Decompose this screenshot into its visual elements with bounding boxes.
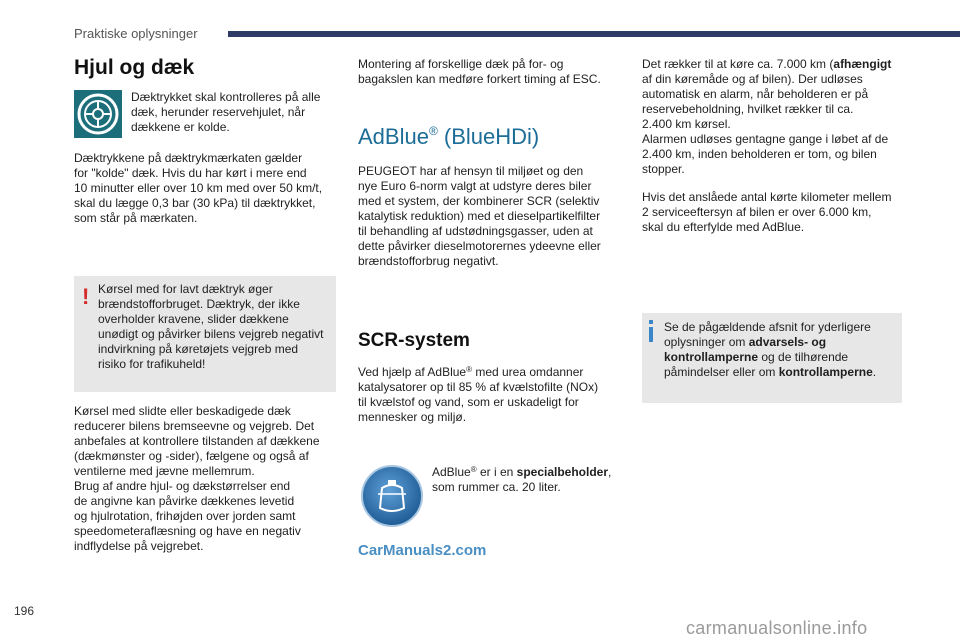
info-icon <box>648 320 654 342</box>
tire-icon <box>74 90 122 138</box>
warning-text: Kørsel med for lavt dæktryk øger brændstofforbruget. Dæktryk, der ikke overholder kravene, slider dækkene unødigt og påvirker bilens vejgreb negativt indvirkning på køretøjets vejgreb med risiko for trafikuheld! <box>98 282 324 371</box>
paragraph-range: Det rækker til at køre ca. 7.000 km (afhængigt af din køremåde og af bilen). Der udløses automatisk en alarm, når beholderen er på reservebeholdning, hvilket rækker til ca. 2.400 km kørsel. Alarmen udløses gentagne gange i løbet af de 2.400 km, inden beholderen er tom, og bilen stopper. <box>642 57 892 176</box>
header-bar <box>228 31 960 37</box>
heading-adblue: AdBlue® (BlueHDi) <box>358 124 540 149</box>
paragraph-adblue: PEUGEOT har af hensyn til miljøet og den nye Euro 6-norm valgt at udstyre deres biler med et system, der kombinerer SCR (selektiv katalytisk reduktion) med et dieselpartikelfilter til behandling af udstødningsgasser, uden at dette påvirker dieselmotorernes ydeevne eller brændstofforbrug negativt. <box>358 164 601 268</box>
paragraph-scr: Ved hjælp af AdBlue® med urea omdanner katalysatorer op til 85 % af kvælstofilte (NOx) til kvælstof og vand, som er uskadeligt for mennesker og miljø. <box>358 365 599 424</box>
heading-hjul-og-daek: Hjul og dæk <box>74 56 195 79</box>
paragraph-tire-pressure: Dæktrykkene på dæktrykmærkaten gælder for "kolde" dæk. Hvis du har kørt i mere end 10 minutter eller over 10 km med over 50 km/t, skal du lægge 0,3 bar (30 kPa) til dæktrykket, som står på mærkaten. <box>74 151 323 225</box>
tire-icon-text: Dæktrykket skal kontrolleres på alle dæk, herunder reservehjulet, når dækkene er kolde. <box>131 90 321 134</box>
page-number: 196 <box>14 604 35 618</box>
exclamation-icon: ! <box>82 284 90 309</box>
watermark-carmanualsonline[interactable]: carmanualsonline.info <box>686 618 868 638</box>
adblue-tank-icon <box>360 464 424 528</box>
paragraph-mixed-tires: Montering af forskellige dæk på for- og bagakslen kan medføre forkert timing af ESC. <box>358 57 601 86</box>
paragraph-worn-tires: Kørsel med slidte eller beskadigede dæk reducerer bilens bremseevne og vejgreb. Det anbefales at kontrollere tilstanden af dækkene (dækmønster og -sider), fælgene og også af ventilerne med jævne mellemrum. Brug af andre hjul- og dækstørrelser end de angivne kan påvirke dækkenes levetid og hjulrotation, frihøjden over jorden samt speedometeraflæsning og have en negativ indflydelse på vejgrebet. <box>74 404 320 553</box>
paragraph-refill: Hvis det anslåede antal kørte kilometer mellem 2 serviceeftersyn af bilen er over 6.000 km, skal du efterfylde med AdBlue. <box>642 190 892 234</box>
watermark-carmanuals2[interactable]: CarManuals2.com <box>358 542 487 559</box>
heading-scr-system: SCR-system <box>358 330 470 351</box>
section-header: Praktiske oplysninger <box>74 26 198 41</box>
info-text: Se de pågældende afsnit for yderligere oplysninger om advarsels- og kontrollamperne og de tilhørende påmindelser eller om kontrollamperne. <box>664 320 877 379</box>
adblue-tank-text: AdBlue® er i en specialbeholder, som rummer ca. 20 liter. <box>432 465 612 494</box>
